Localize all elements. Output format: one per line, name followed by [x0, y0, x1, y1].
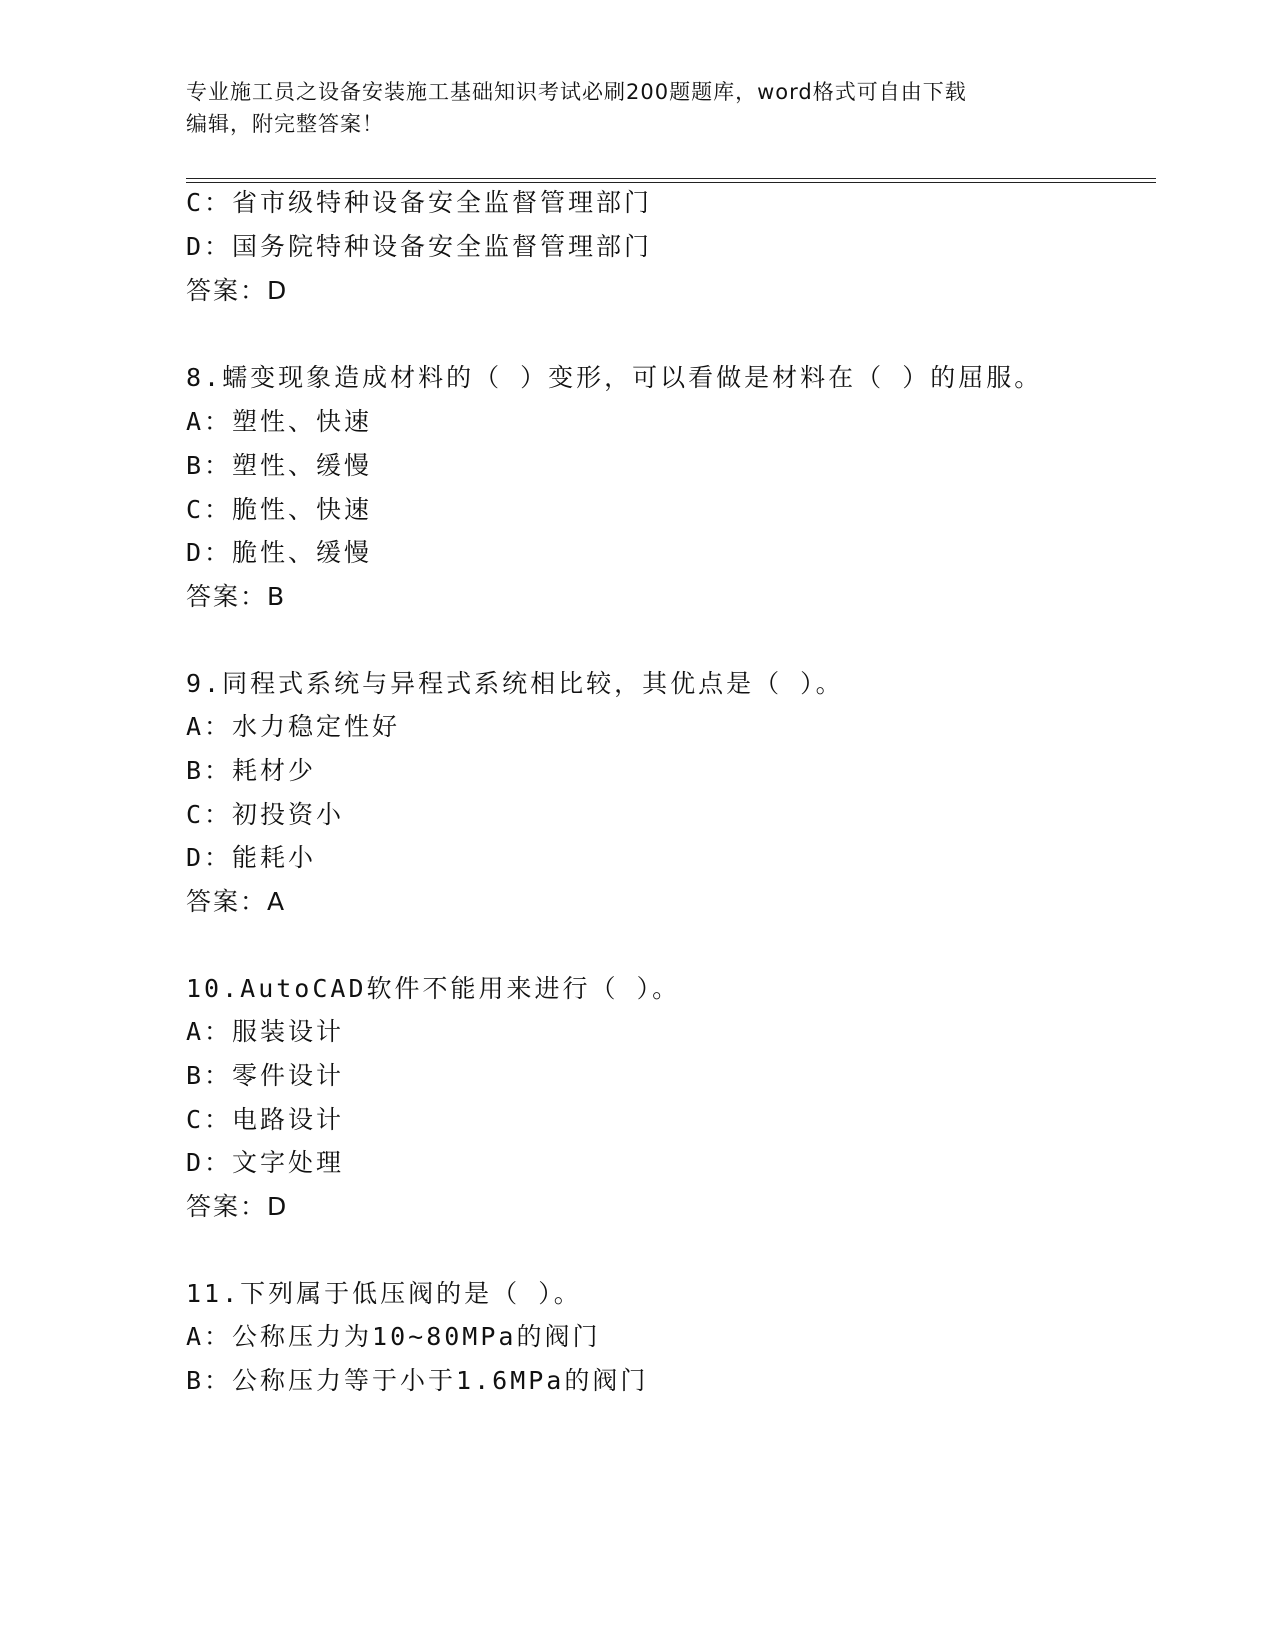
header-divider-bottom: [186, 182, 1156, 183]
q10-option-a: A：服装设计: [186, 1017, 345, 1046]
q8-option-b: B：塑性、缓慢: [186, 451, 373, 480]
q9-option-b: B：耗材少: [186, 756, 317, 785]
q9-option-a: A：水力稳定性好: [186, 712, 401, 741]
q10-question: 10.AutoCAD软件不能用来进行（ ）。: [186, 974, 681, 1003]
q11-option-b: B：公称压力等于小于1.6MPa的阀门: [186, 1366, 649, 1395]
q8-option-d: D：脆性、缓慢: [186, 538, 373, 567]
q9-option-c: C：初投资小: [186, 800, 345, 829]
header-divider-top: [186, 178, 1156, 179]
q10-option-c: C：电路设计: [186, 1105, 345, 1134]
q8-answer: 答案：B: [186, 582, 287, 611]
q9-option-d: D：能耗小: [186, 843, 317, 872]
q11-option-a: A：公称压力为10~80MPa的阀门: [186, 1322, 601, 1351]
header-line-1: 专业施工员之设备安装施工基础知识考试必刷200题题库，word格式可自由下载: [186, 80, 967, 104]
q10-option-b: B：零件设计: [186, 1061, 345, 1090]
q7-answer: 答案：D: [186, 276, 289, 305]
q9-question: 9.同程式系统与异程式系统相比较，其优点是（ ）。: [186, 669, 844, 698]
document-header: [186, 76, 1086, 140]
q8-question: 8.蠕变现象造成材料的（ ）变形，可以看做是材料在（ ）的屈服。: [186, 363, 1043, 392]
q10-option-d: D：文字处理: [186, 1148, 345, 1177]
q8-option-a: A：塑性、快速: [186, 407, 373, 436]
q10-answer: 答案：D: [186, 1192, 289, 1221]
q7-option-c: C：省市级特种设备安全监督管理部门: [186, 188, 653, 217]
q11-question: 11.下列属于低压阀的是（ ）。: [186, 1279, 582, 1308]
header-line-2: 编辑，附完整答案！: [186, 112, 384, 136]
q7-option-d: D：国务院特种设备安全监督管理部门: [186, 232, 653, 261]
q8-option-c: C：脆性、快速: [186, 495, 373, 524]
q9-answer: 答案：A: [186, 887, 287, 916]
